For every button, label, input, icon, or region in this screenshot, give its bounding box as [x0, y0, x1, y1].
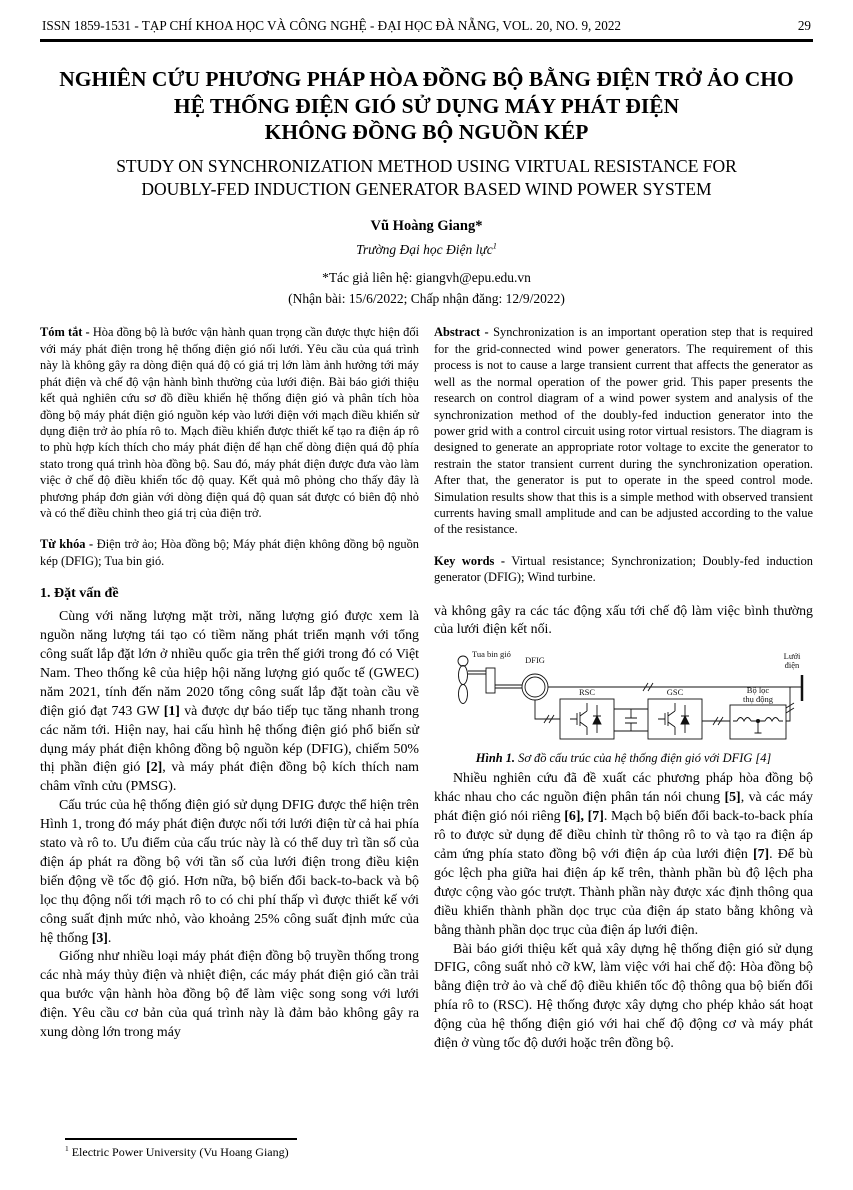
filter-grid-riser: [786, 687, 790, 721]
two-column-body: [40, 324, 813, 1054]
page-header: [40, 16, 813, 42]
rotor-line: [535, 700, 560, 719]
left-column: [40, 324, 419, 1054]
journal-issn-line: ISSN 1859-1531 - TẠP CHÍ KHOA HỌC VÀ CÔNG NGHỆ - ĐẠI HỌC ĐÀ NẴNG, VOL. 20, NO. 9, 2022: [42, 18, 622, 33]
title-vi-line-1: NGHIÊN CỨU PHƯƠNG PHÁP HÒA ĐỒNG BỘ BẰNG ĐIỆN TRỞ ẢO CHO: [59, 67, 794, 91]
footnote: [65, 1138, 385, 1160]
body-paragraph-5: Nhiều nghiên cứu đã đề xuất các phương pháp hòa đồng bộ khác nhau cho các nguồn điện phân tán nói chung [5], và các máy phát điện gió nói riêng [6], [7]. Mạch bộ biến đổi back-to-back phía rô to được sử dụng để điều chỉnh từ thông rô to và tạo ra điện áp cảm ứng phía stato đồng bộ với điện áp của lưới điện [7]. Để bù góc lệch pha giữa hai điện áp kể trên, thành phần bù độ lệch pha được cộng vào góc trượt. Thành phần này được xác định thông qua điều khiển thành phần dọc trục của điện áp stato bằng không và bằng thành phần dọc trục của điện áp lưới điện.: [434, 771, 813, 938]
author-affiliation: Trường Đại học Điện lực$^1$: [356, 241, 497, 258]
turbine-label: Tua bin gió: [472, 649, 511, 660]
page-number: 29: [797, 18, 811, 33]
wind-turbine-icon: [458, 656, 522, 704]
gsc-label: GSC: [666, 687, 684, 698]
body-paragraph-1: Cùng với năng lượng mặt trời, năng lượng gió được xem là nguồn năng lượng tái tạo có tiềm năng phát triển mạnh với tổng công suất lắp đặt lớn ở nhiều quốc gia trên thế giới trong đó có Việt Nam. Theo thống kê của hiệp hội năng lượng gió quốc tế (GWEC) năm 2021, tính đến năm 2020 tổng công suất lắp đặt toàn cầu về điện gió đạt 743 GW [1] và được dự báo tiếp tục tăng nhanh trong các năm tới. Hiện nay, hai cấu hình hệ thống điện gió phổ biến sử dụng máy phát điện không đồng bộ nguồn kép (DFIG), chiếm 50% thị phần điện gió [2], và máy phát điện đồng bộ kích thích nam châm vĩnh cửu (PMSG).: [40, 609, 419, 795]
dc-link-capacitor: [614, 709, 648, 731]
figure-1-caption: Hình 1. Sơ đồ cấu trúc của hệ thống điện gió với DFIG [4]: [475, 751, 772, 766]
body-paragraph-3: Giống như nhiều loại máy phát điện đồng bộ truyền thống trong các nhà máy thủy điện và nhiệt điện, các máy phát điện gió cần trải qua bước vận hành hòa đồng bộ để làm việc song song với lưới điện. Yêu cầu cơ bản của quá trình này là đảm bảo không gây ra xung dòng lớn trong máy: [40, 949, 419, 1041]
body-paragraph-2: Cấu trúc của hệ thống điện gió sử dụng DFIG được thể hiện trên Hình 1, trong đó máy phát điện được nối tới lưới điện từ cả hai phía stato và rô to. Ưu điểm của cấu trúc này là có thể duy trì tần số của điện áp phát ra đồng bộ với tần số của lưới điện trong điều kiện biến động về tốc độ gió. Hơn nữa, bộ biến đổi back-to-back và bộ lọc thụ động nối tới mạch rô to có chi phí thấp vì được thiết kế với công suất định mức nhỏ, vào khoảng 25% công suất định mức của hệ thống [3].: [40, 798, 419, 946]
footnote-text: $^1$ Electric Power University (Vu Hoang Giang): [65, 1144, 289, 1159]
abstract-vietnamese: Tóm tắt - Hòa đồng bộ là bước vận hành quan trọng cần được thực hiện đối với máy phát điện trong hệ thống điện gió nối lưới. Yêu cầu của quá trình này là không gây ra dòng điện quá độ có giá trị lớn làm ảnh hưởng tới máy phát điện và chế độ vận hành bình thường của lưới điện. Bài báo giới thiệu kết quả nghiên cứu sơ đồ điều khiển hệ thống điện gió và phân tích hòa đồng bộ máy phát điện gió nguồn kép vào lưới điện với mạch điều khiển sử dụng điện trở ảo phía rô to. Mạch điều khiển được thiết kế tạo ra điện áp rô to phù hợp kích thích cho máy phát điện để hạn chế dòng điện quá độ phía stato trong quá trình hòa đồng bộ. Sau đó, máy phát điện được đưa vào làm việc ở chế độ điều khiển tốc độ quay. Kết quả mô phỏng cho thấy đây là phương pháp đơn giản với dòng điện quá độ quan sát được có biên độ nhỏ và có thể điều chỉnh theo giá trị của điện trở.: [40, 325, 419, 520]
body-paragraph-4-continuation: và không gây ra các tác động xấu tới chế độ làm việc bình thường của lưới điện kết nối.: [434, 603, 813, 638]
filter-inductors: [733, 718, 783, 734]
rsc-label: RSC: [578, 687, 596, 698]
title-vi-line-2: HỆ THỐNG ĐIỆN GIÓ SỬ DỤNG MÁY PHÁT ĐIỆN: [173, 93, 680, 118]
figure-1: [434, 647, 813, 766]
received-accepted-dates: (Nhận bài: 15/6/2022; Chấp nhận đăng: 12/9/2022): [288, 291, 565, 307]
grid-label-line-1: Lưới: [783, 651, 801, 662]
title-vietnamese: [40, 66, 813, 146]
section-1-heading: 1. Đặt vấn đề: [40, 586, 119, 602]
title-en-line-1: STUDY ON SYNCHRONIZATION METHOD USING VIRTUAL RESISTANCE FOR: [116, 155, 737, 176]
grid-label-line-2: điện: [784, 660, 800, 671]
title-vi-line-3: KHÔNG ĐỒNG BỘ NGUỒN KÉP: [264, 120, 589, 145]
footnote-rule: [65, 1138, 297, 1140]
dfig-label: DFIG: [525, 655, 545, 666]
right-column: [434, 324, 813, 1054]
title-english: [40, 155, 813, 201]
title-en-line-2: DOUBLY-FED INDUCTION GENERATOR BASED WIND POWER SYSTEM: [141, 178, 712, 199]
body-paragraph-6: Bài báo giới thiệu kết quả xây dựng hệ thống điện gió sử dụng DFIG, công suất nhỏ cỡ kW, làm việc với hai chế độ: Hòa đồng bộ bằng điện trở ảo và chế độ điều khiển tốc độ thông qua bộ biến đổi phía rô to (RSC). Hệ thống được xây dựng cho phép khảo sát hoạt động của hệ thống điện gió với hai chế độ động cơ và máy phát điện ở vùng tốc độ dưới hoặc trên đồng bộ.: [434, 941, 813, 1052]
filter-label-line-1: Bộ lọc: [746, 685, 770, 696]
abstract-english: Abstract - Synchronization is an important operation step that is required for the grid-connected wind power generators. The requirement of this process is not to cause a large transient current that affects the generator as well as the normal operation of the power grid. This paper presents the research on control diagram of a wind power system and analysis of the synchronization method of the doubly-fed induction generator into the power grid with a control circuit using rotor virtual resistors. The diagram is designed to generate an appropriate rotor voltage to excite the generator to restrain the stator transient current during the synchronization operation. After that, the generator is put to operate in the speed control mode. Simulation results show that this is a simple method with observed transient currents having small amplitude and can be adjusted according to the value of the resistance.: [434, 325, 813, 537]
keywords-vietnamese: Từ khóa - Điện trở ảo; Hòa đồng bộ; Máy phát điện không đồng bộ nguồn kép (DFIG); Tua bin gió.: [40, 537, 419, 568]
author-name: Vũ Hoàng Giang*: [370, 218, 483, 235]
filter-label-line-2: thụ động: [743, 694, 773, 705]
dfig-generator-symbol: [522, 674, 548, 700]
wind-power-system-diagram: [434, 647, 813, 745]
igbt-symbol: [570, 703, 601, 735]
keywords-english: Key words - Virtual resistance; Synchronization; Doubly-fed induction generator (DFIG); Wind turbine.: [434, 553, 813, 585]
corresponding-author-line: *Tác giả liên hệ: giangvh@epu.edu.vn: [322, 270, 531, 286]
igbt-symbol: [658, 703, 689, 735]
